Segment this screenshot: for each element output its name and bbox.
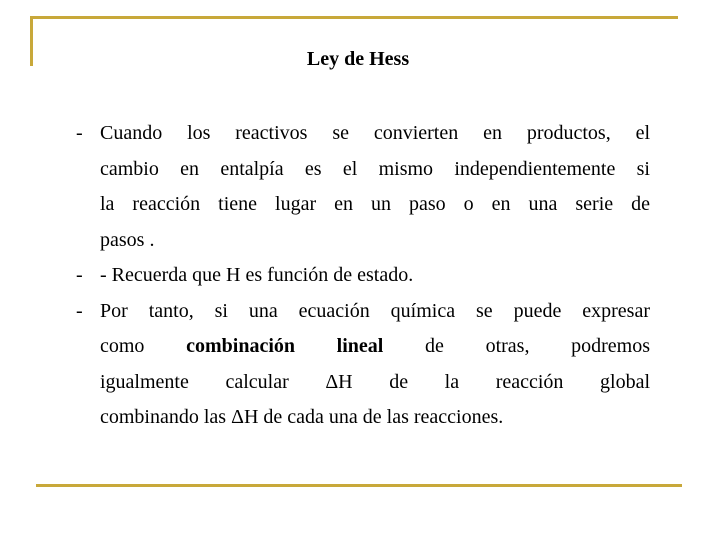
bullet-3-line-4: combinando las ΔH de cada una de las reacciones. [100, 406, 504, 428]
bullet-item-1 [70, 116, 650, 258]
decorative-top-rule [30, 16, 678, 19]
bullet-1-line-2: cambio en entalpía es el mismo independientemente si [100, 157, 650, 180]
bullet-item-2 [70, 258, 650, 294]
bullet-marker: - [76, 299, 83, 322]
bullet-3-line-2-start: como [100, 335, 145, 357]
bullet-3-line-2 [100, 329, 650, 365]
bullet-marker: - [76, 122, 83, 144]
bullet-marker: - [76, 264, 83, 286]
slide-title: Ley de Hess [306, 48, 410, 70]
bullet-3-emphasis: combinación lineal [186, 335, 384, 357]
decorative-bottom-rule [36, 484, 682, 487]
bullet-1-line-3: la reacción tiene lugar en un paso o en una serie de [100, 193, 650, 215]
bullet-item-3 [70, 294, 650, 436]
bullet-1-line-4: pasos . [100, 228, 155, 251]
bullet-3-line-1: Por tanto, si una ecuación química se puede expresar [100, 299, 650, 322]
bullet-3-line-2-end: de otras, podremos [425, 335, 650, 357]
bullet-3-line-3: igualmente calcular ΔH de la reacción global [100, 370, 650, 393]
bullet-1-line-1: Cuando los reactivos se convierten en productos, el [100, 122, 650, 144]
bullet-2-text: - Recuerda que H es función de estado. [100, 264, 414, 286]
slide-content [70, 116, 650, 436]
